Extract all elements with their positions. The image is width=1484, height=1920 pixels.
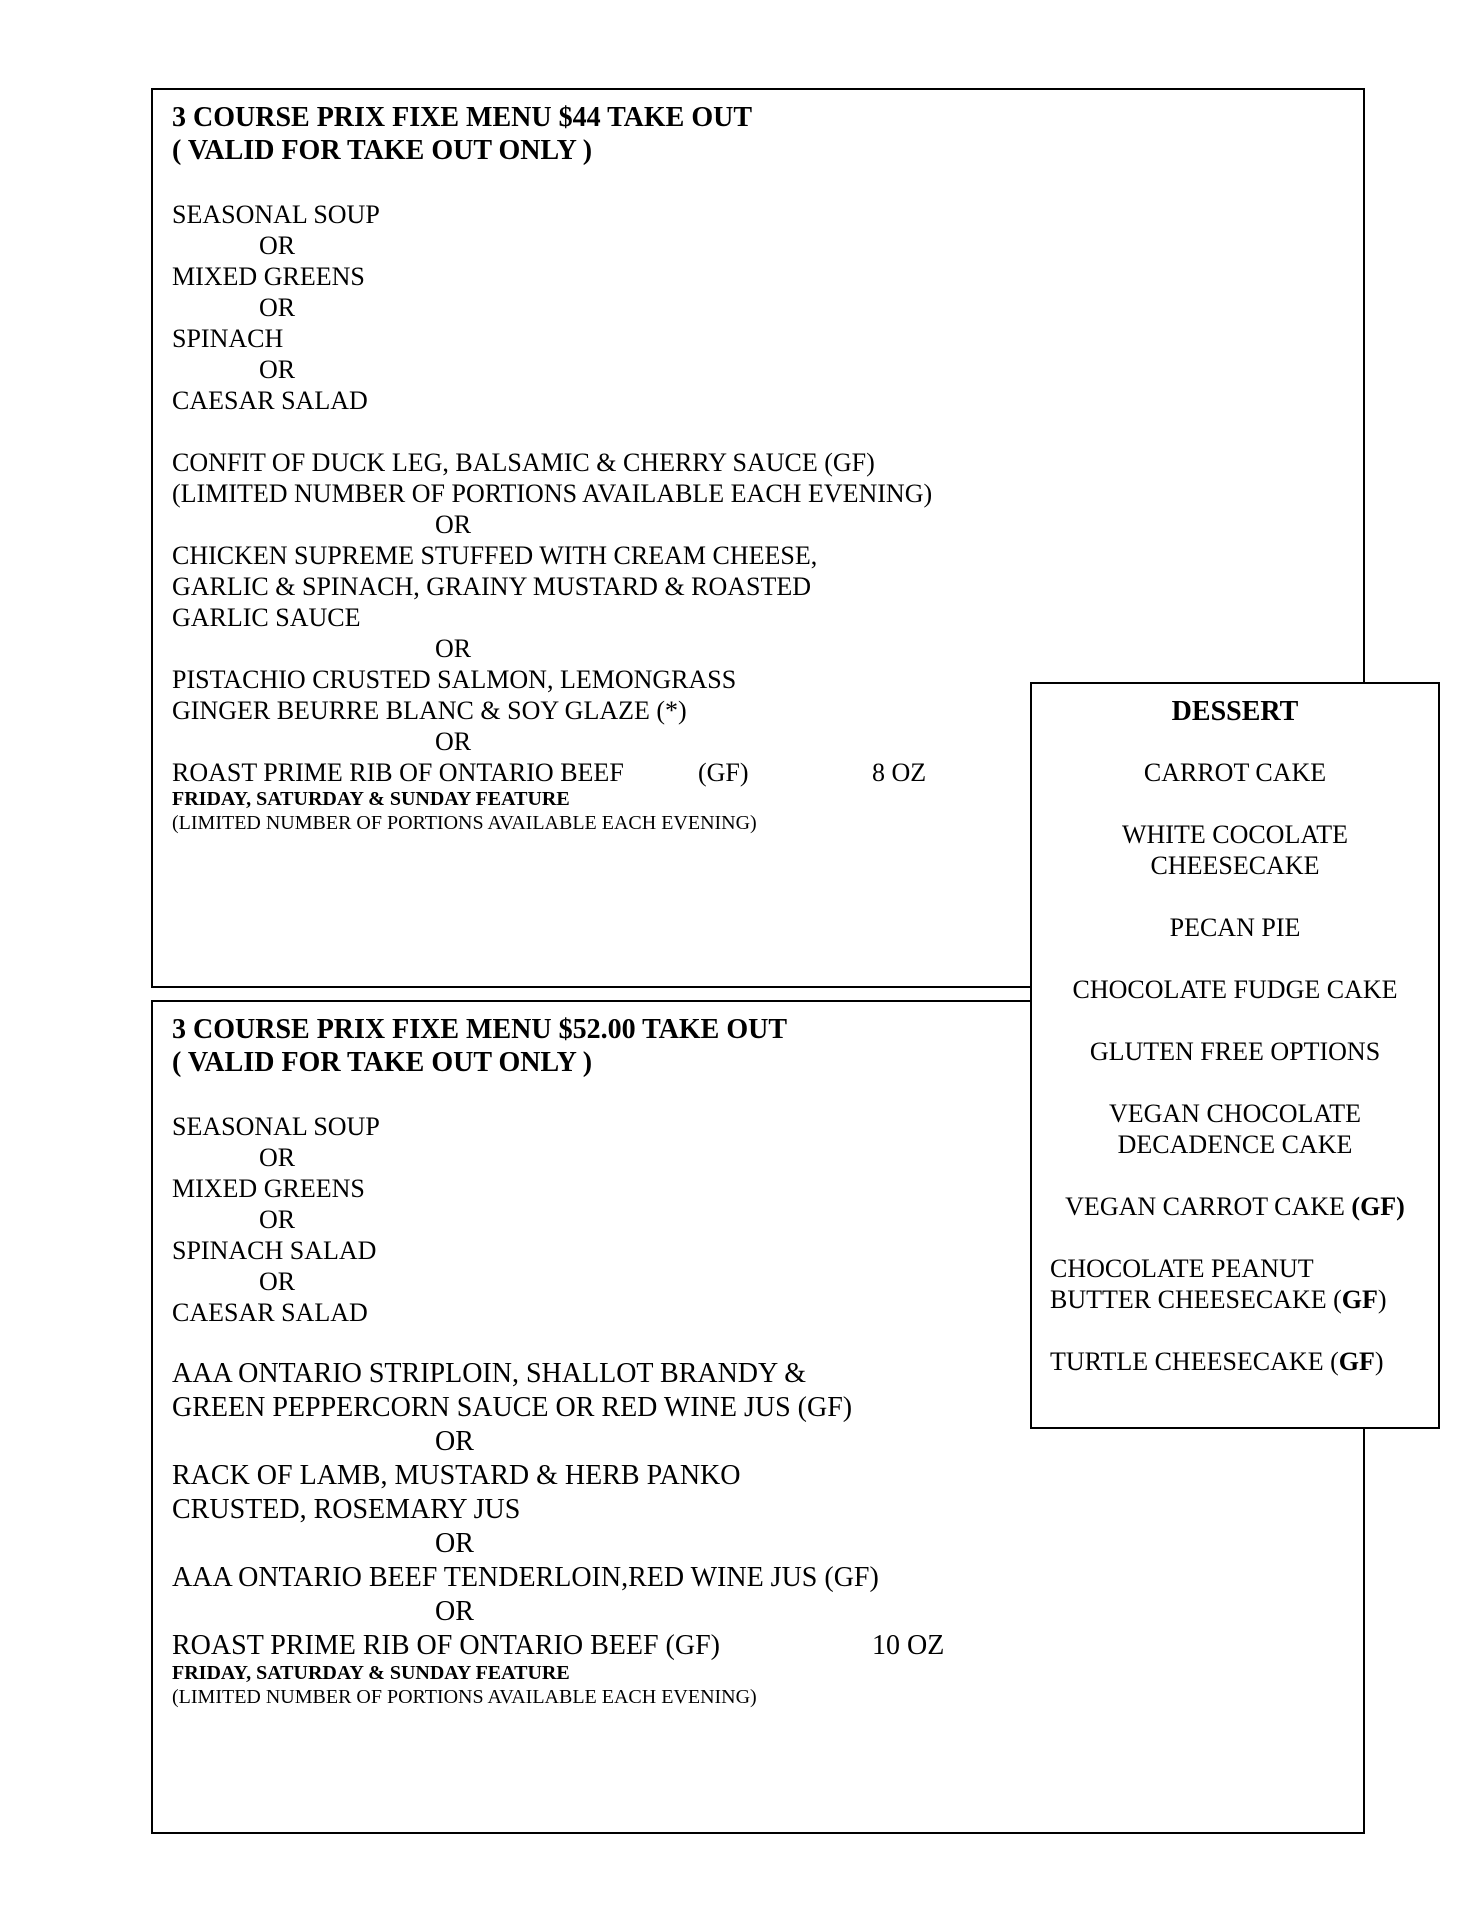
main-duck: CONFIT OF DUCK LEG, BALSAMIC & CHERRY SAUCE (GF) (172, 448, 875, 477)
dessert-item (1032, 1194, 1438, 1220)
menu-subtitle: ( VALID FOR TAKE OUT ONLY ) (172, 135, 593, 166)
starter-item: SPINACH (172, 324, 284, 353)
dessert-item: VEGAN CHOCOLATE (1108, 1099, 1362, 1128)
main-salmon: GINGER BEURRE BLANC & SOY GLAZE (*) (172, 696, 687, 725)
or-divider: OR (259, 355, 296, 384)
main-lamb: CRUSTED, ROSEMARY JUS (172, 1494, 521, 1525)
or-divider: OR (435, 1596, 474, 1627)
gf-label: (GF) (1351, 1192, 1405, 1221)
starter-item: SEASONAL SOUP (172, 200, 380, 229)
feature-note: FRIDAY, SATURDAY & SUNDAY FEATURE (172, 1662, 570, 1684)
gf-label: GF (1341, 1285, 1378, 1314)
limited-note: (LIMITED NUMBER OF PORTIONS AVAILABLE EACH EVENING) (172, 1686, 757, 1708)
main-chicken: GARLIC SAUCE (172, 603, 361, 632)
or-divider: OR (259, 1205, 296, 1234)
or-divider: OR (435, 727, 472, 756)
main-primerib: ROAST PRIME RIB OF ONTARIO BEEF (172, 758, 624, 787)
limited-note: (LIMITED NUMBER OF PORTIONS AVAILABLE EACH EVENING) (172, 812, 757, 834)
menu-title: 3 COURSE PRIX FIXE MENU $52.00 TAKE OUT (172, 1014, 788, 1045)
gf-label: GF (1338, 1347, 1375, 1376)
portion-size: 10 OZ (872, 1630, 945, 1661)
main-salmon: PISTACHIO CRUSTED SALMON, LEMONGRASS (172, 665, 737, 694)
dessert-title: DESSERT (1171, 696, 1299, 727)
dessert-item: CARROT CAKE (1143, 758, 1327, 787)
or-divider: OR (259, 1267, 296, 1296)
main-striploin: AAA ONTARIO STRIPLOIN, SHALLOT BRANDY & (172, 1358, 806, 1389)
main-striploin: GREEN PEPPERCORN SAUCE OR RED WINE JUS (GF) (172, 1392, 853, 1423)
main-chicken: GARLIC & SPINACH, GRAINY MUSTARD & ROASTED (172, 572, 812, 601)
starter-item: SPINACH SALAD (172, 1236, 377, 1265)
dessert-item: PECAN PIE (1169, 913, 1301, 942)
dessert-item: GLUTEN FREE OPTIONS (1089, 1037, 1381, 1066)
dessert-item-label: VEGAN CARROT CAKE (1065, 1192, 1352, 1221)
starter-item: MIXED GREENS (172, 262, 365, 291)
or-divider: OR (435, 1528, 474, 1559)
menu-subtitle: ( VALID FOR TAKE OUT ONLY ) (172, 1047, 593, 1078)
dessert-item: WHITE COCOLATE (1121, 820, 1348, 849)
dessert-item (1050, 1349, 1384, 1375)
or-divider: OR (435, 1426, 474, 1457)
starter-item: MIXED GREENS (172, 1174, 365, 1203)
close-paren: ) (1377, 1285, 1387, 1314)
portion-size: 8 OZ (872, 758, 927, 787)
or-divider: OR (259, 231, 296, 260)
menu-title: 3 COURSE PRIX FIXE MENU $44 TAKE OUT (172, 102, 753, 133)
or-divider: OR (435, 510, 472, 539)
main-lamb: RACK OF LAMB, MUSTARD & HERB PANKO (172, 1460, 741, 1491)
or-divider: OR (259, 1143, 296, 1172)
or-divider: OR (259, 293, 296, 322)
dessert-item (1050, 1287, 1387, 1313)
close-paren: ) (1374, 1347, 1384, 1376)
starter-item: CAESAR SALAD (172, 1298, 368, 1327)
starter-item: CAESAR SALAD (172, 386, 368, 415)
main-primerib: ROAST PRIME RIB OF ONTARIO BEEF (GF) (172, 1630, 720, 1661)
dessert-item-label: BUTTER CHEESECAKE ( (1050, 1285, 1342, 1314)
or-divider: OR (435, 634, 472, 663)
main-duck-note: (LIMITED NUMBER OF PORTIONS AVAILABLE EACH EVENING) (172, 479, 933, 508)
dessert-item: CHEESECAKE (1150, 851, 1320, 880)
main-chicken: CHICKEN SUPREME STUFFED WITH CREAM CHEESE, (172, 541, 818, 570)
dessert-item: DECADENCE CAKE (1117, 1130, 1353, 1159)
starter-item: SEASONAL SOUP (172, 1112, 380, 1141)
dessert-item-label: TURTLE CHEESECAKE ( (1050, 1347, 1339, 1376)
gf-label: (GF) (698, 758, 749, 787)
dessert-item: CHOCOLATE FUDGE CAKE (1072, 975, 1398, 1004)
main-tenderloin: AAA ONTARIO BEEF TENDERLOIN,RED WINE JUS (GF) (172, 1562, 879, 1593)
dessert-box (1030, 682, 1440, 1429)
feature-note: FRIDAY, SATURDAY & SUNDAY FEATURE (172, 788, 570, 810)
dessert-item: CHOCOLATE PEANUT (1050, 1254, 1314, 1283)
